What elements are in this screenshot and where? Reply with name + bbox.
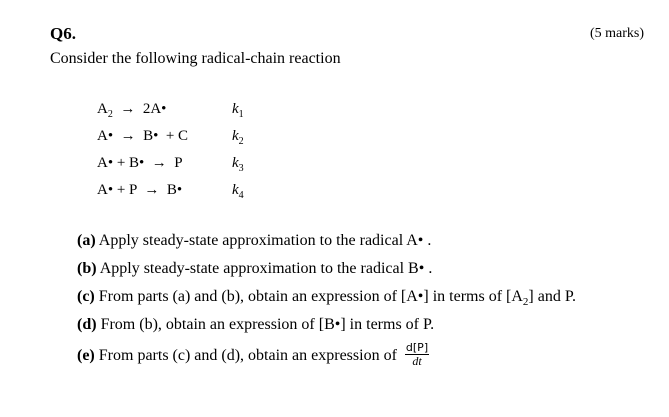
derivative-fraction [405,341,429,368]
part-a [77,232,431,250]
part-b-label: (b) [77,260,97,277]
question-number: Q6. [50,24,76,43]
part-e-label: (e) [77,347,95,365]
part-c-text: From parts (a) and (b), obtain an expression of [A•] in terms of $[A_2]$ and P. [98,288,576,309]
reaction-1-equation: $A_2$ → 2A• [97,101,167,120]
part-a-text: Apply steady-state approximation to the radical A• . [98,232,432,249]
part-e-text: From parts (c) and (d), obtain an expression of [98,347,397,365]
reaction-3-rate-constant: $k_3$ [232,155,244,174]
part-c [77,288,576,308]
part-a-label: (a) [77,232,96,249]
part-e [77,343,429,370]
part-b-text: Apply steady-state approximation to the radical B• . [99,260,433,277]
reaction-3-equation: A• + B• → P [97,155,183,171]
part-d-text: From (b), obtain an expression of [B•] in terms of P. [100,316,435,333]
part-b [77,260,432,278]
question-marks: (5 marks) [590,26,645,41]
question-intro: Consider the following radical-chain reaction [50,50,341,67]
reaction-4-rate-constant: $k_4$ [232,182,244,201]
reaction-2-rate-constant: $k_2$ [232,128,244,147]
fraction-denominator: dt [412,354,422,368]
part-d-label: (d) [77,316,97,333]
part-c-label: (c) [77,288,95,305]
reaction-2-equation: A• → B• + C [97,128,189,144]
reaction-4-equation: A• + P → B• [97,182,183,198]
fraction-numerator: d[P] [405,341,429,354]
reaction-1-rate-constant: $k_1$ [232,101,244,120]
part-d [77,316,434,334]
